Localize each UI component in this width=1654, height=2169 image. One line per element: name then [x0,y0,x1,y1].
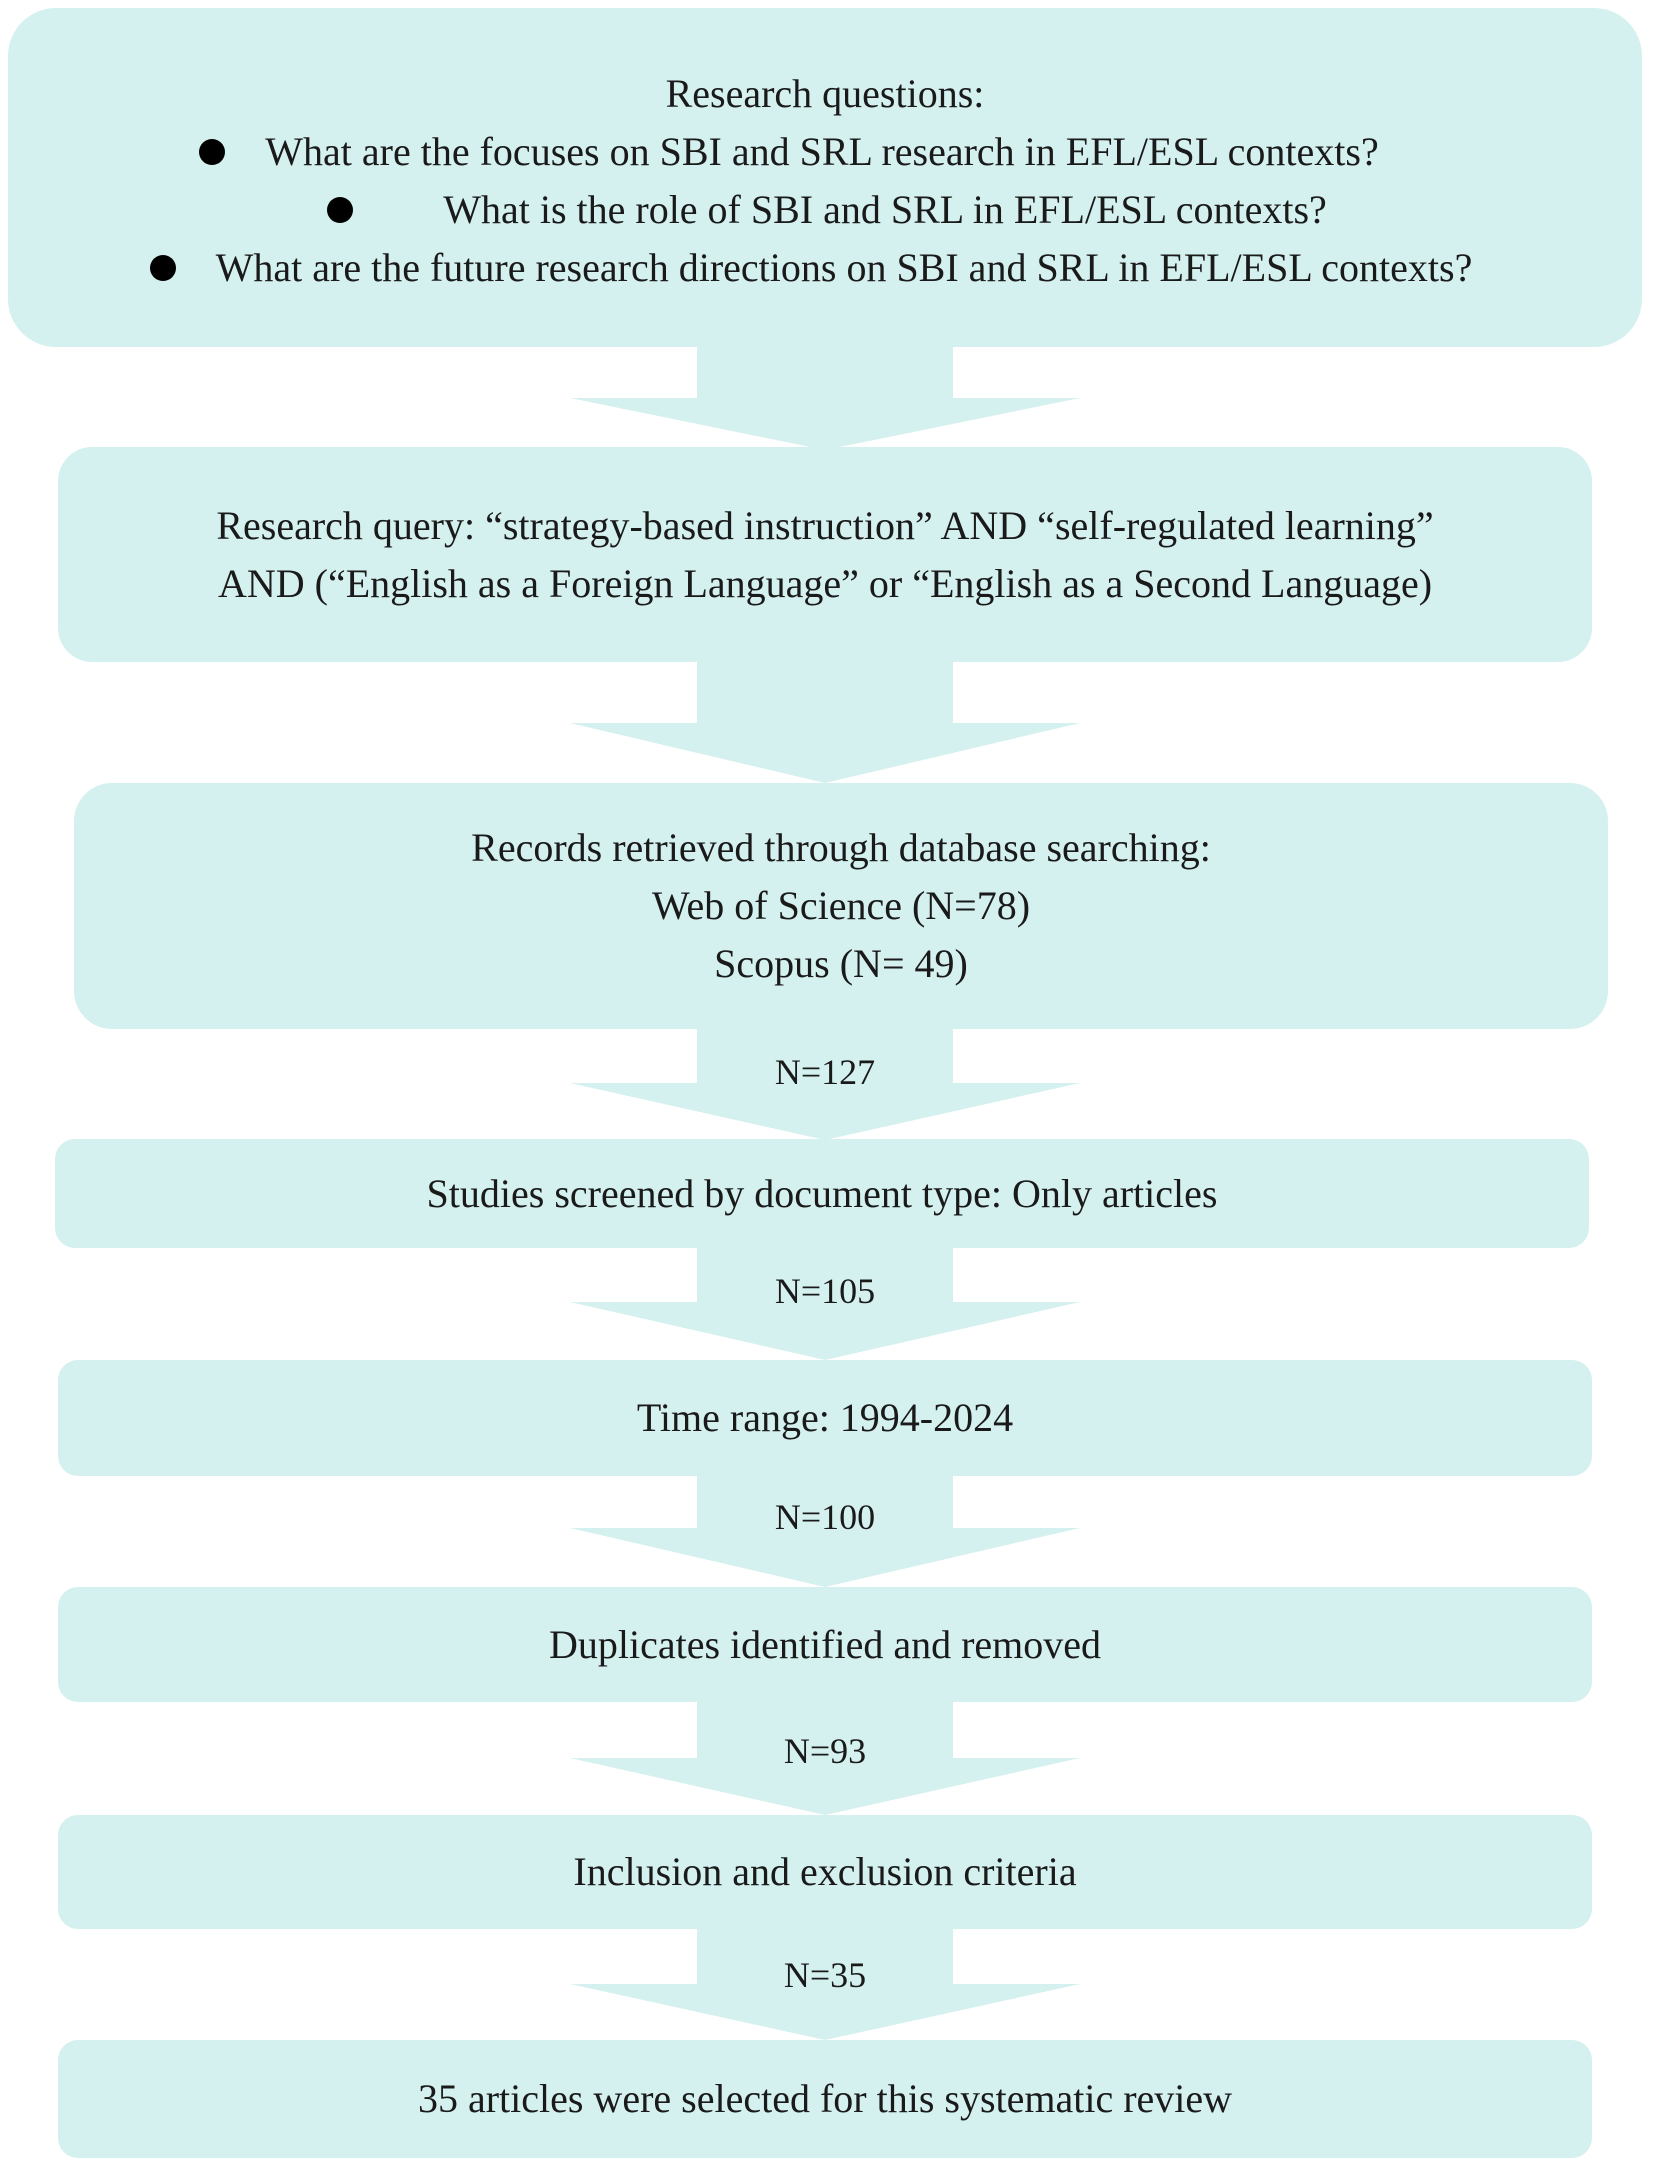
research-questions-title: Research questions: [665,70,985,116]
criteria-box [58,1815,1592,1929]
final-selection-box [58,2040,1592,2158]
document-type-label: Studies screened by document type: Only articles [426,1170,1218,1216]
query-line-1: Research query: “strategy-based instruction” AND “self-regulated learning” [216,502,1434,548]
count-label: N=100 [774,1497,876,1537]
duplicates-label: Duplicates identified and removed [548,1621,1102,1667]
bullet-icon [327,197,353,223]
question-item [327,181,1327,239]
research-query-box [58,447,1592,662]
query-line-2: AND (“English as a Foreign Language” or “English as a Second Language) [217,560,1433,606]
records-box [74,783,1608,1029]
question-item [150,239,1473,297]
final-selection-label: 35 articles were selected for this systematic review [417,2076,1233,2121]
question-text: What are the focuses on SBI and SRL research in EFL/ESL contexts? [265,128,1379,174]
research-questions-box [8,8,1642,347]
records-wos: Web of Science (N=78) [651,883,1031,928]
criteria-label: Inclusion and exclusion criteria [573,1849,1077,1894]
question-text: What are the future research directions on SBI and SRL in EFL/ESL contexts? [215,244,1473,290]
time-range-label: Time range: 1994-2024 [636,1395,1014,1440]
question-text: What is the role of SBI and SRL in EFL/ESL contexts? [443,186,1327,232]
count-label: N=35 [783,1955,867,1995]
arrow-2 [570,660,1080,783]
records-scopus: Scopus (N= 49) [714,941,968,986]
question-item [199,123,1378,181]
duplicates-box [58,1587,1592,1702]
document-type-box [55,1139,1589,1248]
count-label: N=105 [774,1271,876,1311]
bullet-icon [150,255,176,281]
count-label: N=93 [783,1731,867,1771]
count-label: N=127 [774,1052,876,1092]
bullet-icon [199,139,225,165]
time-range-box [58,1360,1592,1476]
arrow-1 [570,345,1080,450]
records-title: Records retrieved through database searching: [471,825,1211,870]
